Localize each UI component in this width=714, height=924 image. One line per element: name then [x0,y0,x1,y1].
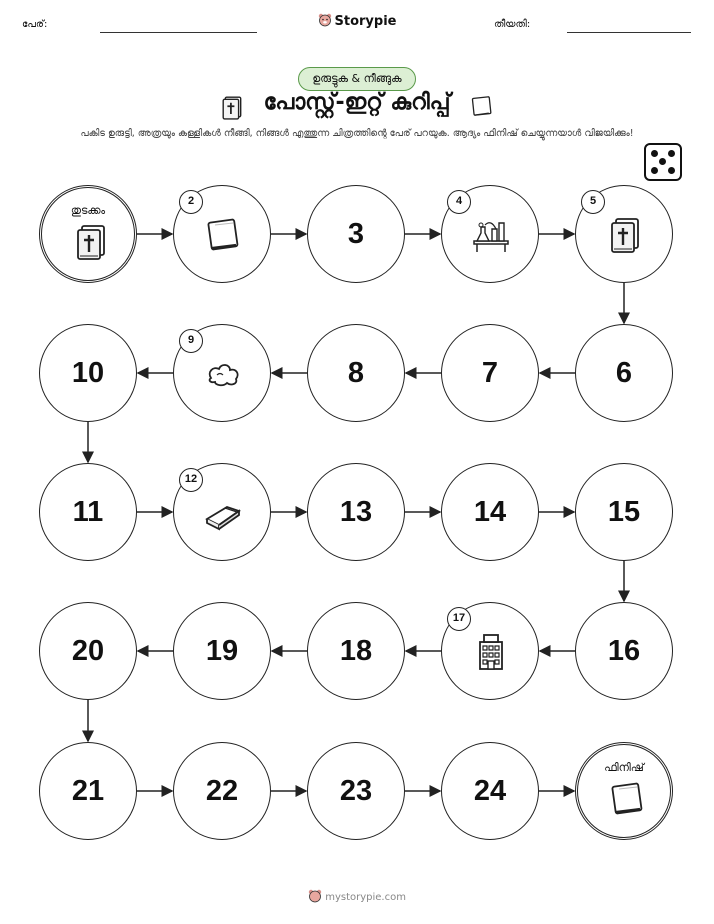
space-number: 16 [607,634,641,667]
finish-space [575,742,673,840]
bible-icon [605,215,645,255]
name-label: പേര്: [22,19,48,30]
board-space [307,185,405,283]
space-number: 3 [347,217,365,250]
space-number: 18 [339,634,373,667]
board-space [39,742,137,840]
space-number: 23 [339,774,373,807]
space-number: 14 [473,495,507,528]
space-number: 24 [473,774,507,807]
board-space [307,463,405,561]
space-number: 21 [71,774,105,807]
board-space [441,742,539,840]
space-number: 19 [205,634,239,667]
space-number-badge: 17 [447,607,471,631]
space-number: 11 [72,495,104,528]
finish-label: ഫിനിഷ് [604,761,644,774]
space-number: 7 [481,356,499,389]
board-space [575,463,673,561]
footer-url [0,889,714,903]
space-number: 8 [347,356,365,389]
space-number-badge: 12 [179,468,203,492]
board-space [307,602,405,700]
space-number: 15 [607,495,641,528]
board-space [441,324,539,422]
puddle-icon [203,354,243,394]
board-space [39,602,137,700]
board-space [441,463,539,561]
date-label: തീയതി: [494,19,531,30]
board-space [307,742,405,840]
space-number: 10 [71,356,105,389]
bear-mascot-icon [308,889,322,903]
subtitle-pill: ഉരുട്ടുക & നീങ്ങുക [298,67,416,91]
building-icon [471,632,511,672]
board-space [575,324,673,422]
instructions: പകിട ഉരുട്ടി, അത്രയും കള്ളികൾ നീങ്ങി, നിങ്ങൾ എത്തുന്ന ചിത്രത്തിന്റെ പേര് പറയുക. ആദ്യം ഫിനിഷ് ചെയ്യുന്നയാൾ വിജയിക്കും! [80,128,634,139]
board-space [39,324,137,422]
space-number-badge: 9 [179,329,203,353]
bible-icon [71,222,111,262]
board-space [575,602,673,700]
start-space [39,185,137,283]
board-space [307,324,405,422]
start-label: തുടക്കം [70,204,106,217]
space-number-badge: 2 [179,190,203,214]
space-number: 13 [339,495,373,528]
space-number-badge: 5 [581,190,605,214]
board-space [173,742,271,840]
board-space [39,463,137,561]
footer-text: mystorypie.com [325,892,406,903]
space-number: 22 [205,774,239,807]
space-number-badge: 4 [447,190,471,214]
eraser-icon [203,493,243,533]
page-title: പോസ്റ്റ്-ഇറ്റ് കുറിപ്പ് [263,90,451,115]
lab-bench-icon [471,215,511,255]
board-space [173,602,271,700]
brand-name: Storypie [334,14,397,29]
sticky-note-icon [607,779,647,819]
space-number: 20 [71,634,105,667]
space-number: 6 [615,356,633,389]
sticky-note-icon [203,215,243,255]
